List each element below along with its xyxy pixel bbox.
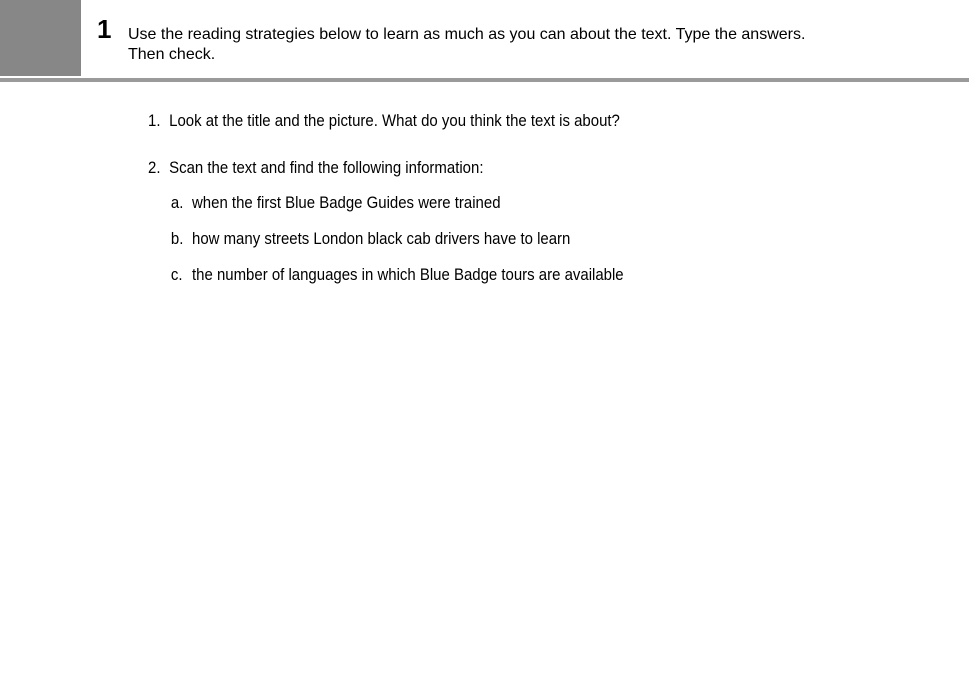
subitem-b-letter: b. (170, 229, 184, 248)
subitem-c-letter: c. (170, 265, 183, 284)
question-2-subitem-b (171, 229, 570, 249)
exercise-header-block (0, 0, 81, 76)
question-1 (148, 111, 620, 131)
subitem-a-text: when the first Blue Badge Guides were trained (192, 193, 501, 212)
exercise-instruction (128, 25, 928, 65)
question-2-text: Scan the text and find the following information: (169, 158, 484, 177)
question-2-subitem-a (171, 193, 501, 213)
subitem-b-text: how many streets London black cab drivers have to learn (192, 229, 571, 248)
exercise-number: 1 (97, 14, 112, 44)
instruction-line-2: Then check. (128, 46, 216, 63)
question-2-subitem-c (171, 265, 624, 285)
question-1-text: Look at the title and the picture. What do you think the text is about? (169, 111, 620, 130)
header-divider (0, 78, 969, 82)
subitem-a-letter: a. (170, 193, 184, 212)
question-1-number: 1. (148, 111, 161, 130)
instruction-line-1: Use the reading strategies below to learn as much as you can about the text. Type the answers. (128, 26, 806, 43)
question-2-number: 2. (148, 158, 161, 177)
subitem-c-text: the number of languages in which Blue Badge tours are available (192, 265, 624, 284)
question-2 (148, 158, 483, 178)
